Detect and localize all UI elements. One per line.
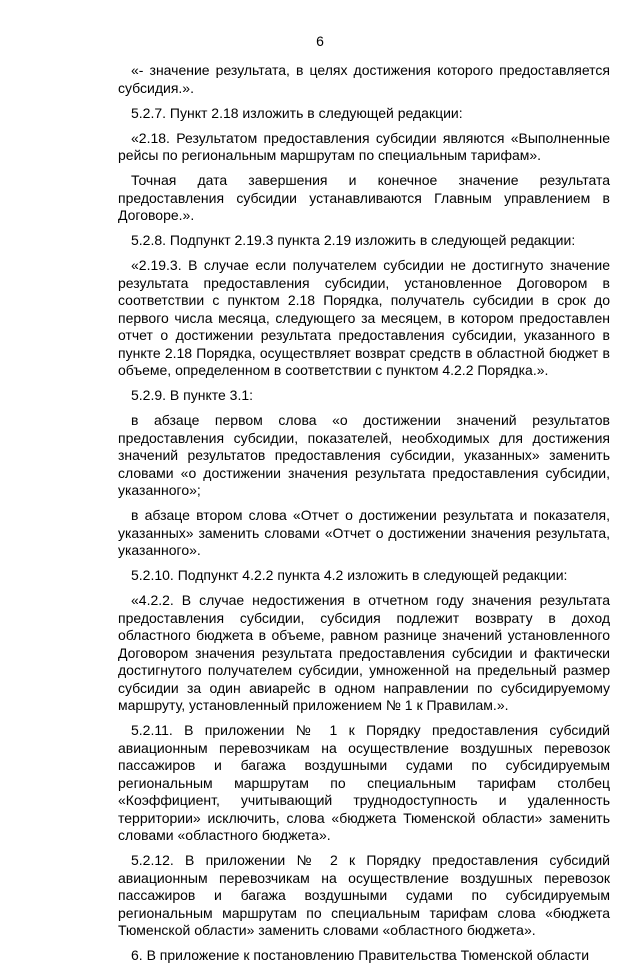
paragraph: «- значение результата, в целях достижения которого предоставляется субсидия.». <box>118 62 610 96</box>
paragraph: 5.2.10. Подпункт 4.2.2 пункта 4.2 изложить в следующей редакции: <box>131 567 568 583</box>
paragraph: в абзаце втором слова «Отчет о достижении результата и показателя, указанных» заменить словами «Отчет о достижении значения результата, указанного». <box>118 507 610 558</box>
paragraph: «2.18. Результатом предоставления субсидии являются «Выполненные рейсы по региональным маршрутам по специальным тарифам». <box>118 129 610 163</box>
paragraph: 5.2.9. В пункте 3.1: <box>131 387 254 403</box>
paragraph: 5.2.8. Подпункт 2.19.3 пункта 2.19 изложить в следующей редакции: <box>131 232 576 248</box>
paragraph: в абзаце первом слова «о достижении значений результатов предоставления субсидии, показателей, необходимых для достижения значений результатов предоставления субсидии, указанных» заменить словами «о достижении значения результата предоставления субсидии, указанного»; <box>118 412 610 498</box>
paragraph: 5.2.12. В приложении № 2 к Порядку предоставления субсидий авиационным перевозчикам на осуществление воздушных перевозок пассажиров и багажа воздушными судами по субсидируемым региональным маршрутам по специальным тарифам слова «бюджета Тюменской области» заменить словами «областного бюджета». <box>118 852 610 938</box>
paragraph: Точная дата завершения и конечное значение результата предоставления субсидии устанавливаются Главным управлением в Договоре.». <box>118 172 610 223</box>
paragraph: «2.19.3. В случае если получателем субсидии не достигнуто значение результата предоставления субсидии, установленное Договором в соответствии с пунктом 2.18 Порядка, получатель субсидии в срок до первого числа месяца, следующего за месяцем, в котором предоставлен отчет о достижении результата предоставления субсидии, указанного в пункте 2.18 Порядка, осуществляет возврат средств в областной бюджет в объеме, определенном в соответствии с пунктом 4.2.2 Порядка.». <box>118 257 610 378</box>
paragraph: 5.2.7. Пункт 2.18 изложить в следующей редакции: <box>131 104 463 121</box>
document-body <box>118 62 610 965</box>
page-number: 6 <box>316 33 324 49</box>
paragraph: 6. В приложение к постановлению Правительства Тюменской области <box>131 947 590 963</box>
paragraph: 5.2.11. В приложении № 1 к Порядку предоставления субсидий авиационным перевозчикам на осуществление воздушных перевозок пассажиров и багажа воздушными судами по субсидируемым региональным маршрутам по специальным тарифам столбец «Коэффициент, учитывающий труднодоступность и удаленность территории» исключить, слова «бюджета Тюменской области» заменить словами «областного бюджета». <box>118 722 610 843</box>
paragraph: «4.2.2. В случае недостижения в отчетном году значения результата предоставления субсидии, субсидия подлежит возврату в доход областного бюджета в объеме, равном разнице значений установленного Договором значения результата предоставления субсидии и фактически достигнутого получателем субсидии, умноженной на предельный размер субсидии за один авиарейс в одном направлении по субсидируемому маршруту, установленный приложением № 1 к Правилам.». <box>118 592 610 713</box>
